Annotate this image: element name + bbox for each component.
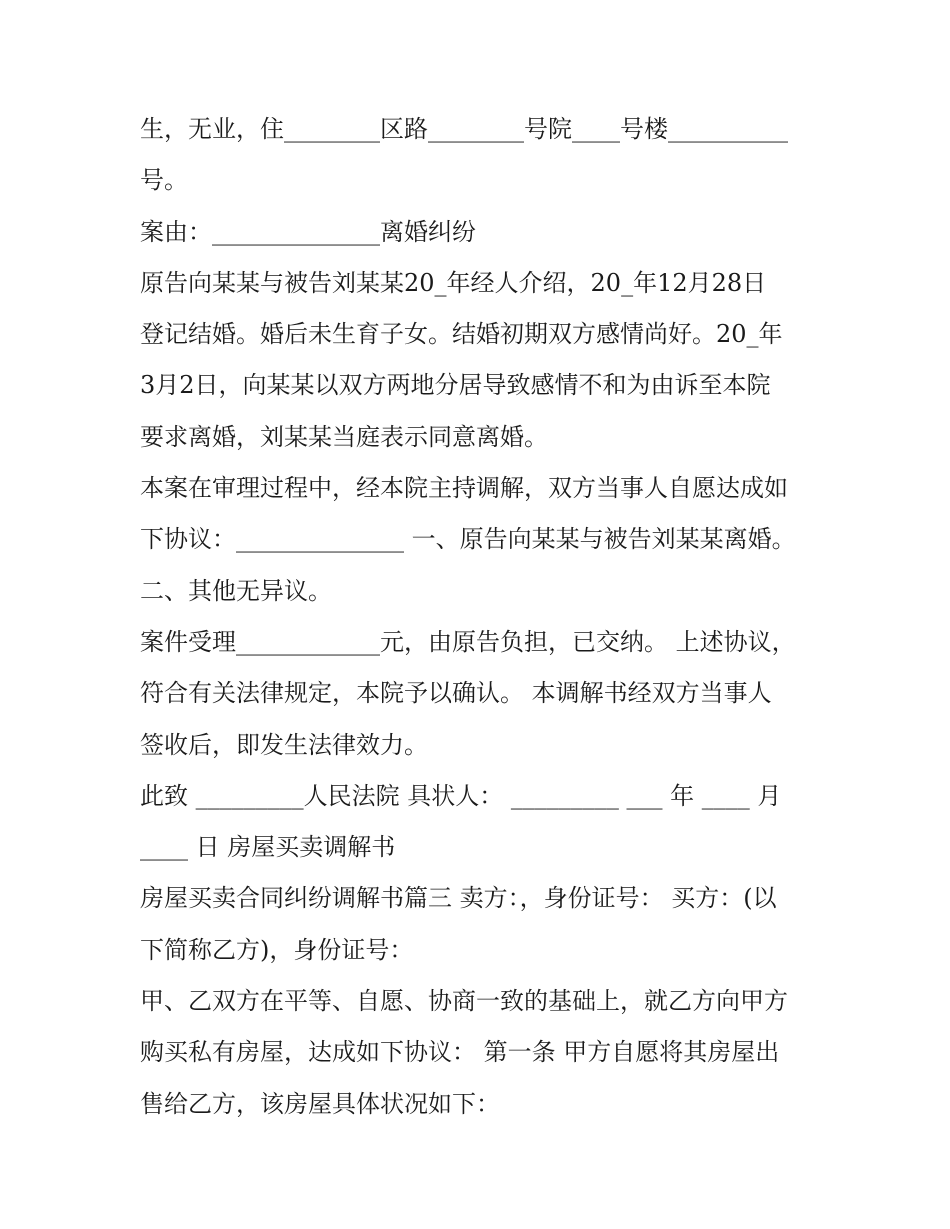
text-line: 签收后，即发生法律效力。 xyxy=(140,730,428,759)
text-line: 下协议：______________ 一、原告向某某与被告刘某某离婚。 xyxy=(140,525,796,554)
text-line: ____ 日 房屋买卖调解书 xyxy=(140,833,396,862)
text-line: 售给乙方，该房屋具体状况如下： xyxy=(140,1089,500,1118)
text-line: 3月2日，向某某以双方两地分居导致感情不和为由诉至本院 xyxy=(140,371,771,400)
text-line: 购买私有房屋，达成如下协议： 第一条 甲方自愿将其房屋出 xyxy=(140,1038,780,1067)
text-line: 符合有关法律规定，本院予以确认。 本调解书经双方当事人 xyxy=(140,679,772,708)
text-line: 登记结婚。婚后未生育子女。结婚初期双方感情尚好。20_年 xyxy=(140,320,783,349)
text-line: 原告向某某与被告刘某某20_年经人介绍，20_年12月28日 xyxy=(140,268,767,297)
text-line: 案由：______________离婚纠纷 xyxy=(140,217,476,246)
text-line: 二、其他无异议。 xyxy=(140,576,332,605)
text-line: 本案在审理过程中，经本院主持调解，双方当事人自愿达成如 xyxy=(140,474,788,503)
text-line: 生，无业，住________区路________号院____号楼__________ xyxy=(140,115,788,143)
text-line: 要求离婚，刘某某当庭表示同意离婚。 xyxy=(140,422,548,451)
text-line: 下简称乙方)，身份证号： xyxy=(140,935,414,964)
text-line: 房屋买卖合同纠纷调解书篇三 卖方：，身份证号： 买方：(以 xyxy=(140,884,777,913)
text-line: 此致 _________人民法院 具状人： _________ ___ 年 ____ 月 xyxy=(140,781,782,810)
text-line: 号。 xyxy=(140,166,188,195)
text-line: 案件受理____________元，由原告负担，已交纳。 上述协议， xyxy=(140,627,796,656)
document-body xyxy=(140,104,820,1130)
text-line: 甲、乙双方在平等、自愿、协商一致的基础上，就乙方向甲方 xyxy=(140,987,788,1016)
